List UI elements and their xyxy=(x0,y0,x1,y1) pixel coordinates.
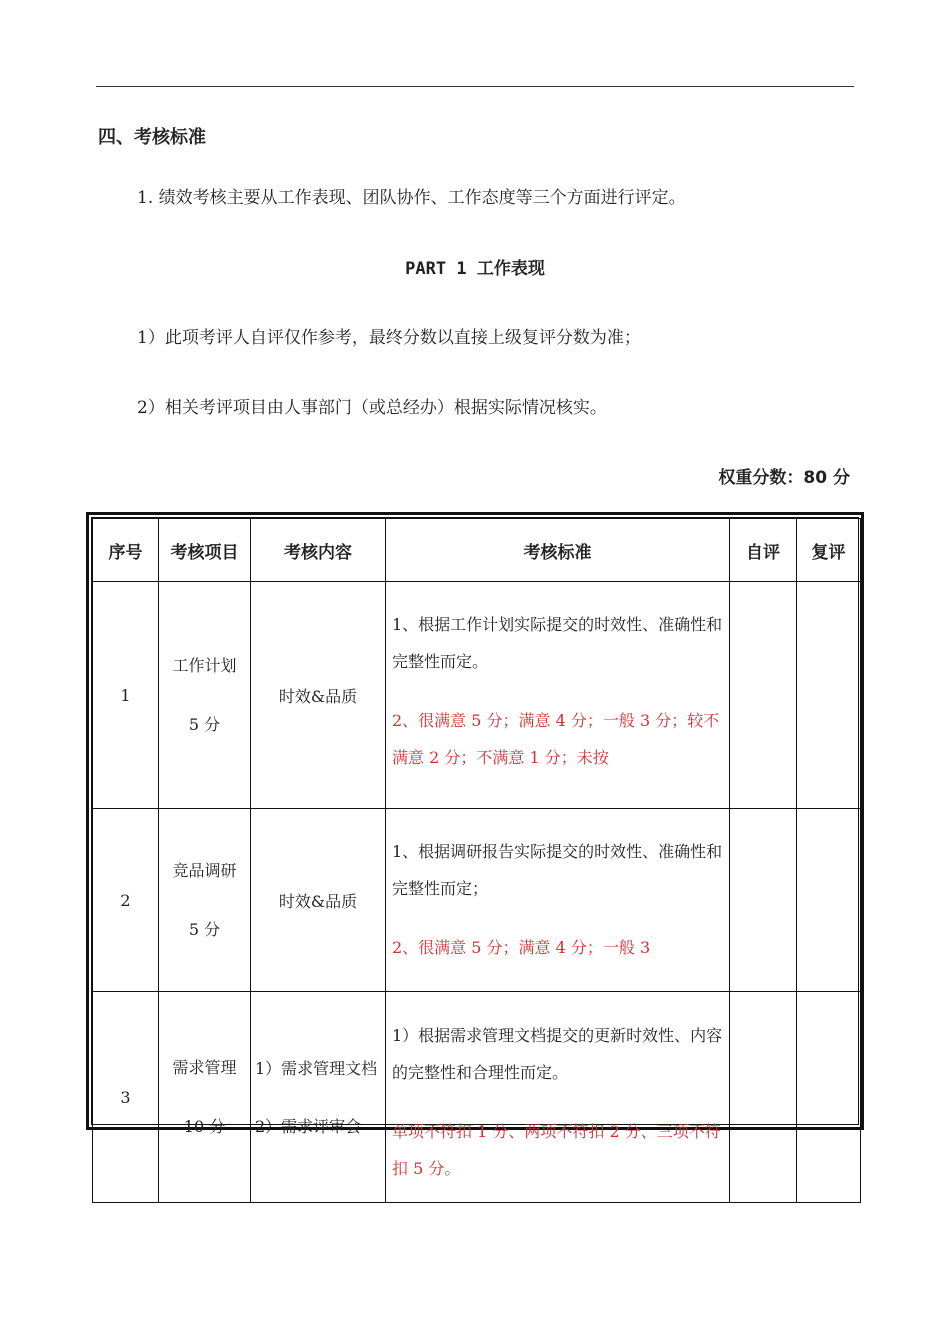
assessment-table-frame xyxy=(86,512,864,1178)
assessment-table-inner xyxy=(91,517,859,1178)
header-no: 序号 xyxy=(93,519,159,582)
row-no: 1 xyxy=(93,582,159,809)
standard-red-text: 2、很满意 5 分；满意 4 分；一般 3 xyxy=(392,938,651,957)
row-standard xyxy=(386,582,730,809)
item-score: 5 分 xyxy=(188,920,221,939)
self-score-cell[interactable] xyxy=(730,809,797,992)
standard-black-text: 1、根据工作计划实际提交的时效性、准确性和完整性而定。 xyxy=(392,615,723,671)
row-item xyxy=(159,992,251,1203)
header-rule xyxy=(96,86,854,87)
review-score-cell[interactable] xyxy=(797,582,861,809)
review-score-cell[interactable] xyxy=(797,809,861,992)
header-item: 考核项目 xyxy=(159,519,251,582)
header-standard: 考核标准 xyxy=(386,519,730,582)
row-no: 3 xyxy=(93,992,159,1203)
note-1: 1）此项考评人自评仅作参考，最终分数以直接上级复评分数为准； xyxy=(137,328,641,348)
item-name: 需求管理 xyxy=(172,1058,237,1077)
intro-paragraph: 1. 绩效考核主要从工作表现、团队协作、工作态度等三个方面进行评定。 xyxy=(137,188,686,208)
item-name: 竞品调研 xyxy=(172,861,237,880)
part-title: PART 1 工作表现 xyxy=(405,259,545,279)
self-score-cell[interactable] xyxy=(730,582,797,809)
review-score-cell[interactable] xyxy=(797,992,861,1203)
header-review: 复评 xyxy=(797,519,861,582)
table-row xyxy=(93,992,861,1203)
item-score: 5 分 xyxy=(188,715,221,734)
standard-black-text: 1）根据需求管理文档提交的更新时效性、内容的完整性和合理性而定。 xyxy=(392,1026,723,1082)
assessment-table xyxy=(92,518,861,1203)
section-heading: 四、考核标准 xyxy=(98,127,206,148)
header-self: 自评 xyxy=(730,519,797,582)
row-content xyxy=(251,992,386,1203)
standard-red-text: 单项不符扣 1 分、两项不符扣 2 分、三项不符扣 5 分。 xyxy=(392,1122,721,1178)
row-content: 时效&品质 xyxy=(251,809,386,992)
weight-score: 权重分数：80 分 xyxy=(718,468,850,488)
item-score: 10 分 xyxy=(183,1117,226,1136)
row-item xyxy=(159,809,251,992)
header-content: 考核内容 xyxy=(251,519,386,582)
row-item xyxy=(159,582,251,809)
row-standard xyxy=(386,992,730,1203)
item-name: 工作计划 xyxy=(172,656,237,675)
standard-black-text: 1、根据调研报告实际提交的时效性、准确性和完整性而定； xyxy=(392,842,723,898)
content-line-2: 2）需求评审会 xyxy=(255,1116,362,1136)
note-2: 2）相关考评项目由人事部门（或总经办）根据实际情况核实。 xyxy=(137,398,607,418)
table-row xyxy=(93,809,861,992)
row-no: 2 xyxy=(93,809,159,992)
row-content: 时效&品质 xyxy=(251,582,386,809)
content-line-1: 1）需求管理文档 xyxy=(255,1058,378,1078)
self-score-cell[interactable] xyxy=(730,992,797,1203)
standard-red-text: 2、很满意 5 分；满意 4 分；一般 3 分；较不满意 2 分；不满意 1 分；未按 xyxy=(392,711,720,767)
table-header-row xyxy=(93,519,861,582)
row-standard xyxy=(386,809,730,992)
table-row xyxy=(93,582,861,809)
